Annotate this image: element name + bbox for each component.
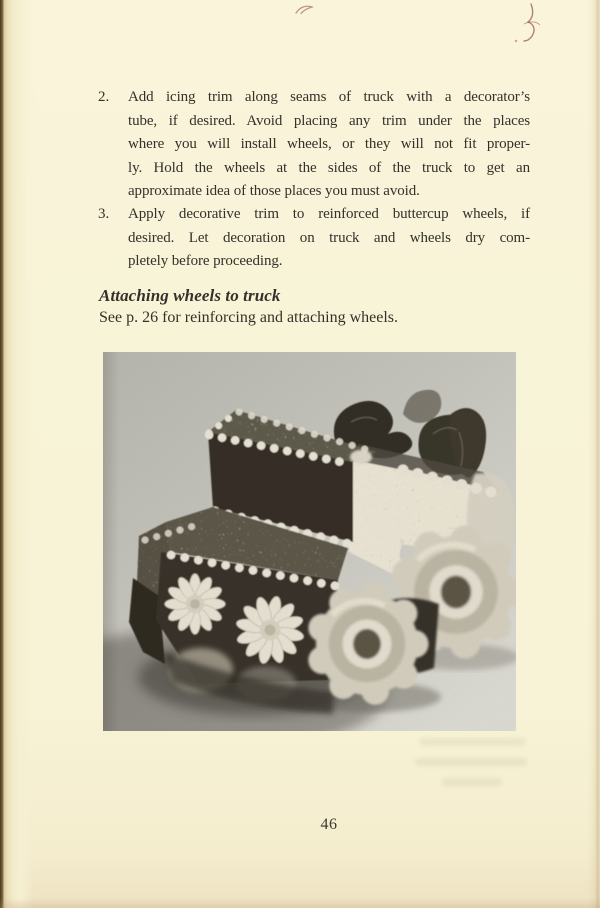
binding-edge [0, 0, 34, 908]
text-line: pletely before proceeding. [128, 253, 283, 269]
text-line: Apply decorative trim to reinforced buttercup wheels, if [128, 206, 530, 222]
section-body: See p. 26 for reinforcing and attaching wheels. [99, 309, 399, 326]
page-number: 46 [320, 816, 338, 833]
truck-photo [103, 352, 516, 731]
photo-grain [103, 352, 516, 731]
text-line: where you will install wheels, or they will not fit proper- [128, 136, 530, 152]
show-through [420, 738, 525, 746]
page-bottom-shade [0, 898, 600, 908]
text-line: approximate idea of those places you must avoid. [128, 183, 420, 199]
pen-mark [524, 4, 534, 41]
pen-mark [515, 40, 517, 42]
list-number: 3. [98, 206, 110, 222]
text-line: Add icing trim along seams of truck with a decorator’s [128, 89, 530, 105]
list-item [98, 203, 530, 274]
pen-mark [524, 22, 540, 25]
page-right-edge [588, 0, 600, 908]
text-line: desired. Let decoration on truck and wheels dry com- [128, 229, 530, 246]
section-heading: Attaching wheels to truck [99, 286, 281, 305]
list-item [98, 86, 530, 204]
list-number: 2. [98, 89, 110, 105]
show-through [415, 758, 527, 766]
text-line: tube, if desired. Avoid placing any trim under the places [128, 112, 530, 129]
pen-marks [0, 0, 600, 60]
truck-photo-image [103, 352, 516, 731]
pen-mark [296, 6, 312, 13]
text-line: ly. Hold the wheels at the sides of the truck to get an [128, 159, 530, 176]
show-through [442, 778, 502, 786]
